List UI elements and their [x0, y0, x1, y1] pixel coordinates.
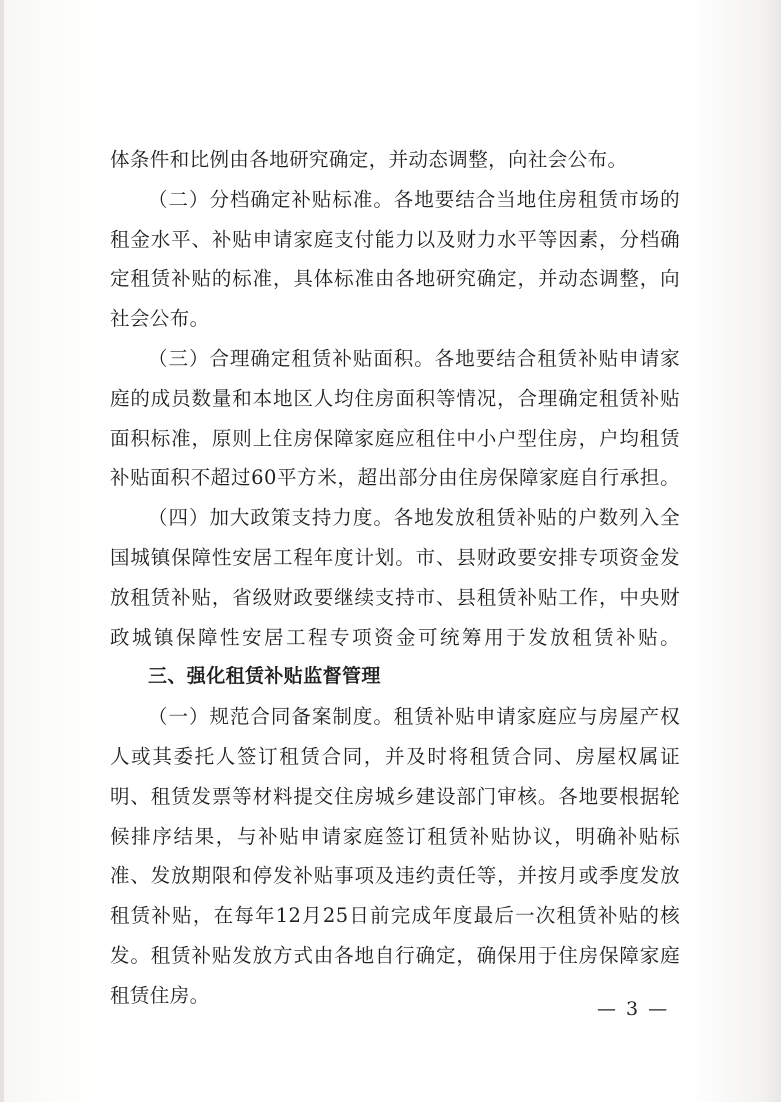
- paragraph-line: 庭的成员数量和本地区人均住房面积等情况，合理确定租赁补贴: [110, 386, 680, 410]
- paragraph-line: 候排序结果，与补贴申请家庭签订租赁补贴协议，明确补贴标: [110, 824, 680, 848]
- paragraph-line: 租金水平、补贴申请家庭支付能力以及财力水平等因素，分档确: [110, 227, 680, 251]
- paragraph-line: 面积标准，原则上住房保障家庭应租住中小户型住房，户均租赁: [110, 426, 680, 450]
- paragraph-line: 补贴面积不超过60平方米，超出部分由住房保障家庭自行承担。: [110, 466, 680, 490]
- paragraph-line: 发。租赁补贴发放方式由各地自行确定，确保用于住房保障家庭: [110, 943, 680, 967]
- document-body: [110, 140, 680, 1016]
- page-number: — 3 —: [597, 998, 670, 1020]
- page-fold-shadow: [0, 0, 4, 1102]
- paragraph-line: 政城镇保障性安居工程专项资金可统筹用于发放租赁补贴。: [110, 625, 680, 649]
- paragraph-line: （三）合理确定租赁补贴面积。各地要结合租赁补贴申请家: [148, 346, 680, 370]
- paragraph-line: 放租赁补贴，省级财政要继续支持市、县租赁补贴工作，中央财: [110, 585, 680, 609]
- paragraph-line: 明、租赁发票等材料提交住房城乡建设部门审核。各地要根据轮: [110, 784, 680, 808]
- paragraph-line: 体条件和比例由各地研究确定，并动态调整，向社会公布。: [110, 148, 628, 171]
- paragraph-line: 准、发放期限和停发补贴事项及违约责任等，并按月或季度发放: [110, 864, 680, 888]
- paragraph-line: （四）加大政策支持力度。各地发放租赁补贴的户数列入全: [148, 506, 680, 530]
- paragraph-line: 租赁住房。: [110, 983, 210, 1007]
- paragraph-line: （一）规范合同备案制度。租赁补贴申请家庭应与房屋产权: [148, 705, 680, 729]
- paragraph-line: （二）分档确定补贴标准。各地要结合当地住房租赁市场的: [148, 187, 680, 211]
- paragraph-line: 社会公布。: [110, 307, 210, 331]
- paragraph-line: 租赁补贴，在每年12月25日前完成年度最后一次租赁补贴的核: [110, 904, 680, 928]
- paragraph-line: 国城镇保障性安居工程年度计划。市、县财政要安排专项资金发: [110, 545, 680, 569]
- paragraph-line: 定租赁补贴的标准，具体标准由各地研究确定，并动态调整，向: [110, 267, 680, 291]
- paragraph-line: 人或其委托人签订租赁合同，并及时将租赁合同、房屋权属证: [110, 744, 680, 768]
- section-heading: 三、强化租赁补贴监督管理: [148, 665, 381, 688]
